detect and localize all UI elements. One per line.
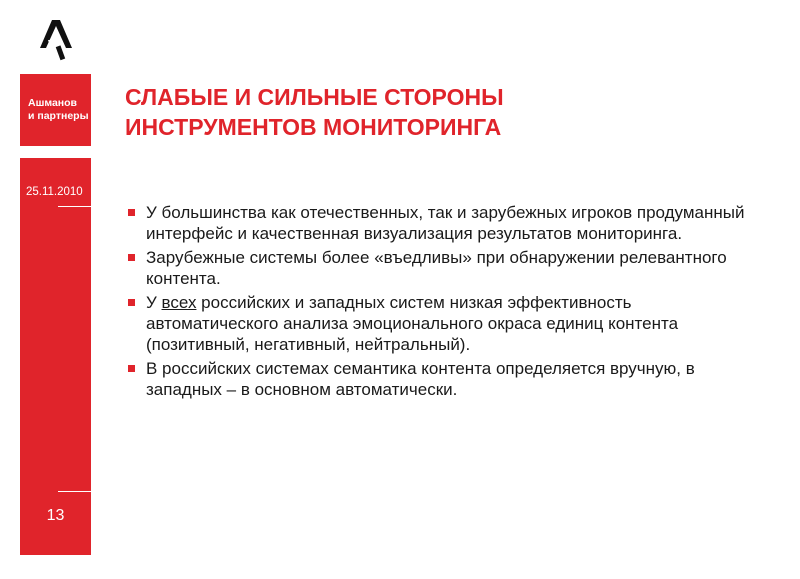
bullet-marker-icon — [128, 365, 135, 372]
bullet-text: Зарубежные системы более «въедливы» при обнаружении релевантного контента. — [146, 248, 727, 288]
slide-title — [125, 82, 745, 142]
bullet-text-underlined: всех — [161, 293, 197, 312]
bullet-list — [126, 202, 766, 403]
divider — [58, 206, 92, 207]
slide-title-line-2: ИНСТРУМЕНТОВ МОНИТОРИНГА — [125, 114, 502, 140]
page-number: 13 — [46, 507, 65, 524]
bullet-text: У большинства как отечественных, так и зарубежных игроков продуманный интерфейс и качественная визуализация результатов мониторинга. — [146, 203, 745, 243]
bullet-marker-icon — [128, 209, 135, 216]
bullet-item — [126, 292, 766, 355]
slide-title-line-1: СЛАБЫЕ И СИЛЬНЫЕ СТОРОНЫ — [125, 84, 504, 110]
brand-block — [20, 74, 91, 146]
divider — [58, 491, 92, 492]
brand-name-line-1: Ашманов — [28, 97, 78, 109]
slide-date: 25.11.2010 — [26, 186, 83, 198]
bullet-text: В российских системах семантика контента определяется вручную, в западных – в основном автоматически. — [146, 359, 695, 399]
bullet-text-after: российских и западных систем низкая эффективность автоматического анализа эмоционального окраса единиц контента (позитивный, негативный, нейтральный). — [146, 293, 679, 354]
brand-name-line-2: и партнеры — [28, 110, 89, 122]
bullet-marker-icon — [128, 254, 135, 261]
sidebar-date-panel — [20, 158, 91, 555]
bullet-item — [126, 247, 766, 289]
bullet-marker-icon — [128, 299, 135, 306]
bullet-item — [126, 358, 766, 400]
bullet-item — [126, 202, 766, 244]
bullet-text-before: У — [146, 293, 162, 312]
company-logo-icon — [36, 18, 74, 62]
